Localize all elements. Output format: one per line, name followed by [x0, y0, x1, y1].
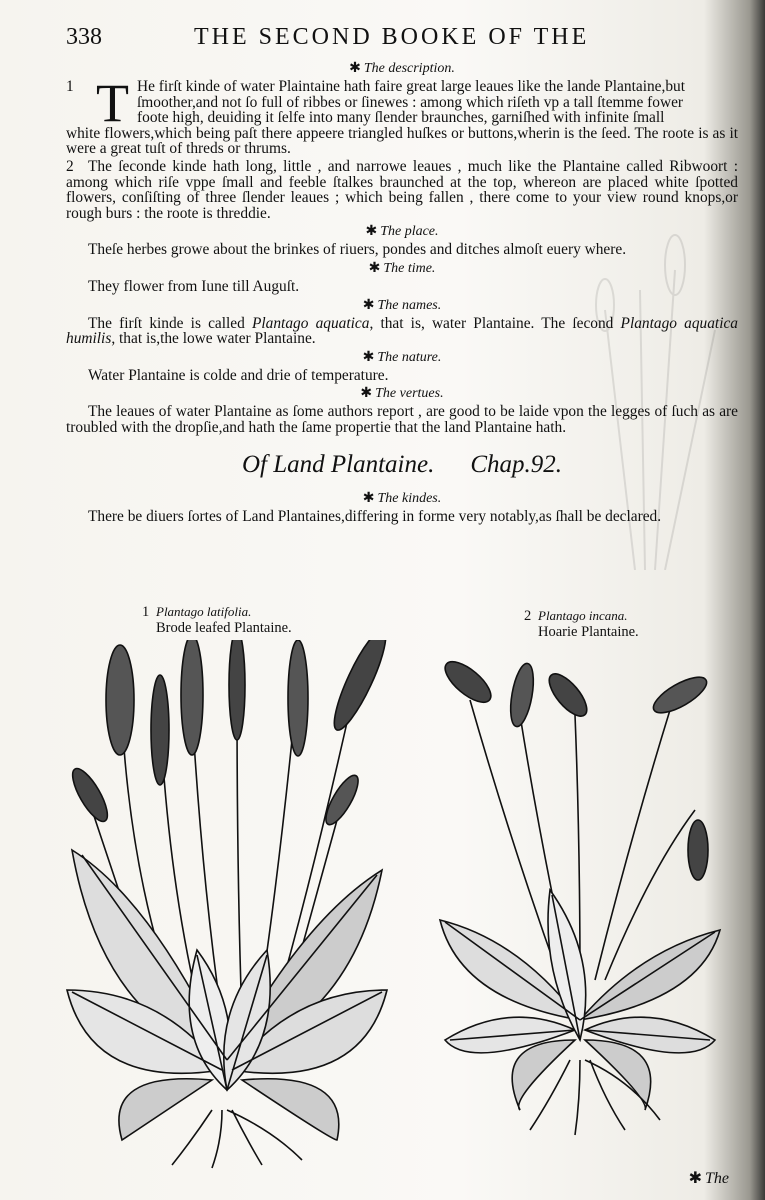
page-number: 338: [66, 24, 102, 50]
ornament-star: ✱: [362, 349, 375, 365]
ornament-star: ✱: [349, 61, 361, 76]
catchword: ✱ The: [688, 1170, 729, 1187]
figure-number: 2: [524, 608, 532, 624]
drop-capital: T: [96, 73, 129, 133]
paragraph-names: The firſt kinde is called Plantago aquatica, that is, water Plantaine. The ſecond Plantago aquatica humilis, that is,the lowe water Plantaine.: [66, 314, 738, 348]
body-text: [66, 58, 738, 524]
ornament-star: ✱: [362, 297, 375, 313]
drop-cap-lines: He firſt kinde of water Plaintaine hath faire great large leaues like the lande Plantaine,but ſmoother,and not ſo full of ribbes or ſinewes : among which riſeth vp a tall ſtemme fower foote high, deuiding it ſelfe into many ſlender braunches, garniſhed with infinite ſmall: [137, 78, 686, 127]
ornament-star: ✱: [360, 386, 373, 402]
heading-place: ✱ The place.: [365, 224, 439, 240]
paragraph-number: 2: [66, 157, 74, 175]
figure-caption-1: [142, 604, 292, 636]
figure-latin-name: Plantago latifolia.: [156, 604, 252, 619]
figure-caption-2: [524, 608, 639, 640]
figure-number: 1: [142, 604, 150, 620]
paragraph-description-1: 1 T He firſt kinde of water Plaintaine hath faire great large leaues like the lande Plantaine,but ſmoother,and not ſo full of ribbes or ſinewes : among which riſeth vp a tall ſtemme fower foote high, deuiding it ſelfe into many ſlender braunches, garniſhed with infinite ſmall white flowers,which being paſt there appeere triangled huſkes or buttons,wherin is the ſeed. The roote is as it were a great tuſt of threds or thrums.: [66, 73, 738, 158]
ornament-star: ✱: [368, 260, 381, 276]
heading-nature: ✱ The nature.: [362, 349, 442, 365]
running-head: THE SECOND BOOKE OF THE: [194, 24, 590, 50]
figure-english-name: Brode leafed Plantaine.: [156, 620, 292, 636]
ornament-star: ✱: [362, 490, 375, 506]
ornament-star: ✱: [365, 224, 378, 240]
paragraph-number: 1: [66, 78, 74, 95]
heading-description: ✱ The description.: [349, 61, 455, 76]
woodcut-broad-leafed-plantain: [62, 640, 392, 1170]
heading-names: ✱ The names.: [362, 297, 442, 313]
paragraph-kindes: There be diuers ſortes of Land Plantaines,differing in forme very notably,as ſhall be declared.: [88, 507, 662, 525]
paragraph-time: They flower from Iune till Auguſt.: [88, 277, 300, 295]
heading-kindes: ✱ The kindes.: [362, 490, 442, 506]
chapter-name: Of Land Plantaine.: [241, 450, 435, 478]
paragraph-vertues: The leaues of water Plantaine as ſome authors report , are good to be laide vpon the legges of ſuch as are troubled with the dropſie,and hath the ſame propertie that the land Plantaine hath.: [66, 403, 738, 436]
chapter-number: Chap.92.: [470, 450, 563, 478]
heading-vertues: ✱ The vertues.: [360, 386, 444, 402]
page-header: [66, 22, 706, 54]
heading-time: ✱ The time.: [368, 260, 436, 276]
figure-english-name: Hoarie Plantaine.: [538, 624, 639, 640]
ornament-star: ✱: [688, 1170, 702, 1187]
woodcut-hoary-plantain: [430, 640, 730, 1140]
paragraph-nature: Water Plantaine is colde and drie of temperature.: [88, 366, 389, 384]
figure-latin-name: Plantago incana.: [538, 608, 628, 623]
paragraph-place: Theſe herbes growe about the brinkes of riuers, pondes and ditches almoſt euery where.: [88, 241, 627, 259]
chapter-title: [66, 448, 738, 482]
paragraph-description-2: 2 The ſeconde kinde hath long, little , and narrowe leaues , much like the Plantaine called Ribwoort : among which riſe vppe ſmall and feeble ſtalkes braunched at the top, whereon are placed white ſpotted flowers, conſiſting of three ſlender leaues ; which being fallen , there come to your view round knops,or rough burs : the roote is threddie.: [66, 157, 738, 222]
